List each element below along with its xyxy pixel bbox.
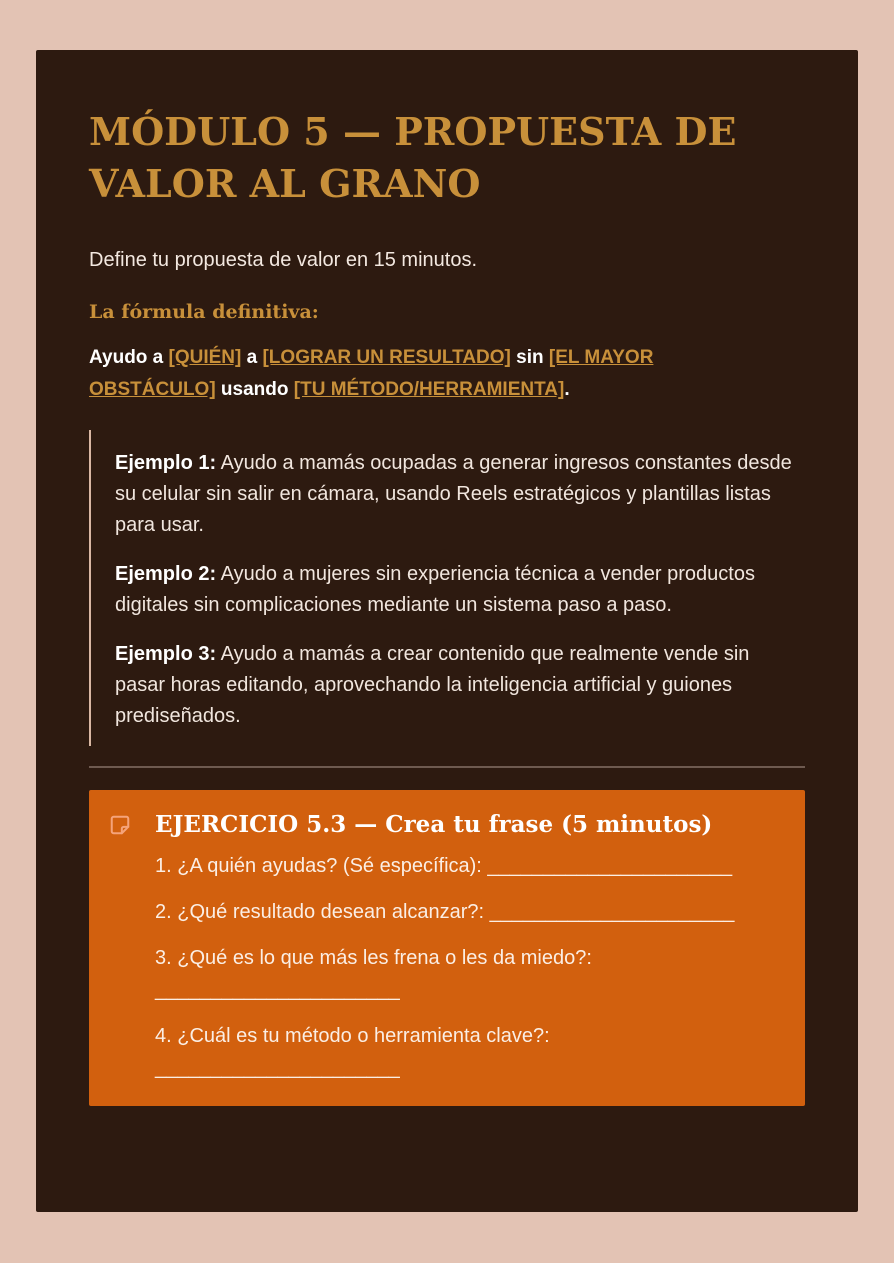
- exercise-header: [109, 810, 785, 840]
- formula-heading: La fórmula definitiva:: [89, 301, 319, 323]
- example-text: Ayudo a mamás ocupadas a generar ingresos constantes desde su celular sin salir en cámara, usando Reels estratégicos y plantillas listas para usar.: [115, 452, 792, 536]
- formula-part: .: [564, 379, 570, 400]
- example-label: Ejemplo 2:: [115, 563, 217, 585]
- example-2: [115, 559, 805, 621]
- list-item: 1. ¿A quién ayudas? (Sé específica): ______________________: [155, 855, 733, 877]
- formula-text: [89, 342, 769, 406]
- placeholder-who: [QUIÉN]: [168, 347, 242, 368]
- formula-part: a: [241, 347, 263, 368]
- exercise-title: EJERCICIO 5.3 — Crea tu frase (5 minutos): [155, 811, 713, 838]
- example-text: Ayudo a mujeres sin experiencia técnica a vender productos digitales sin complicaciones mediante un sistema paso a paso.: [115, 563, 755, 616]
- sticky-note-icon: [109, 814, 131, 836]
- example-label: Ejemplo 3:: [115, 643, 217, 665]
- formula-part: Ayudo a: [89, 347, 169, 368]
- example-3: [115, 639, 805, 732]
- list-item: 2. ¿Qué resultado desean alcanzar?: ______________________: [155, 901, 735, 923]
- examples-blockquote: [89, 430, 805, 746]
- exercise-box: [89, 790, 805, 1106]
- exercise-list: [155, 850, 785, 1084]
- section-divider: [89, 766, 805, 768]
- example-1: [115, 448, 805, 541]
- intro-text: Define tu propuesta de valor en 15 minutos.: [89, 249, 478, 271]
- example-label: Ejemplo 1:: [115, 452, 217, 474]
- list-item: 3. ¿Qué es lo que más les frena o les da miedo?: ______________________: [155, 947, 592, 1001]
- page-title: MÓDULO 5 — PROPUESTA DE VALOR AL GRANO: [89, 109, 737, 206]
- placeholder-obstacle: [EL MAYOR OBSTÁCULO]: [89, 347, 654, 400]
- example-text: Ayudo a mamás a crear contenido que realmente vende sin pasar horas editando, aprovechando la inteligencia artificial y guiones prediseñados.: [115, 643, 750, 727]
- formula-part: usando: [215, 379, 294, 400]
- formula-part: sin: [510, 347, 549, 368]
- module-card: [36, 50, 858, 1212]
- placeholder-method: [TU MÉTODO/HERRAMIENTA]: [293, 379, 565, 400]
- list-item: 4. ¿Cuál es tu método o herramienta clave?: ______________________: [155, 1025, 550, 1079]
- placeholder-result: [LOGRAR UN RESULTADO]: [262, 347, 511, 368]
